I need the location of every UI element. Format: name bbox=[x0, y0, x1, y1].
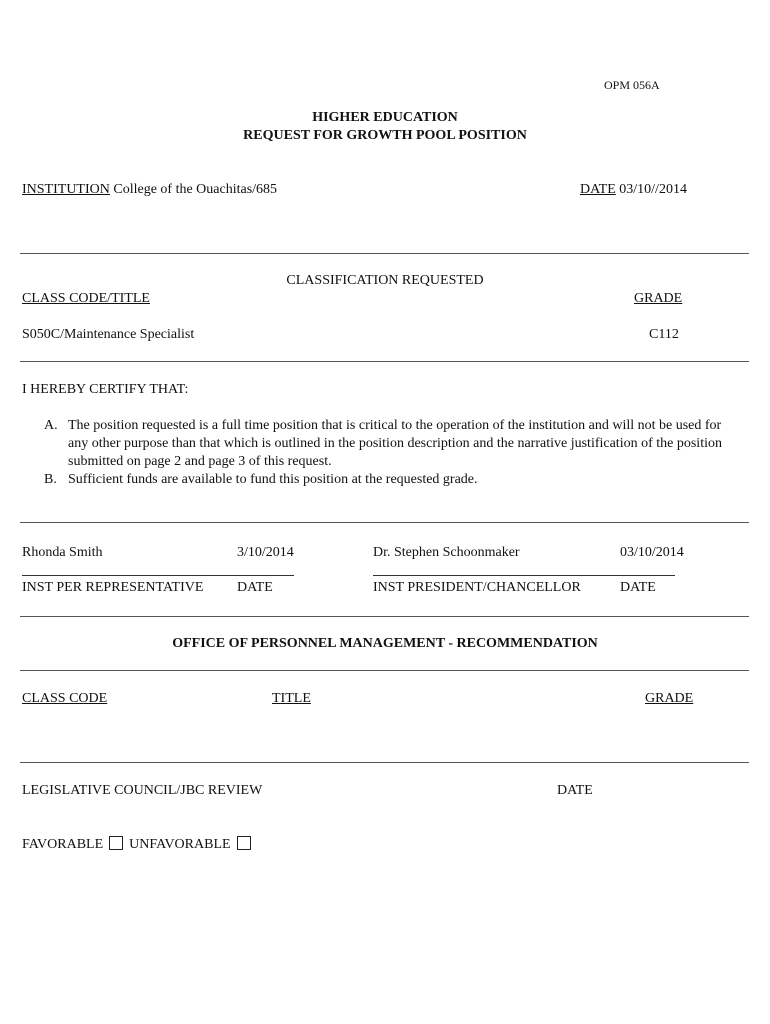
divider bbox=[20, 762, 749, 763]
certify-item-marker: A. bbox=[44, 418, 58, 433]
divider bbox=[20, 361, 749, 362]
form-id: OPM 056A bbox=[604, 78, 660, 92]
opm-title-label: TITLE bbox=[272, 691, 311, 706]
certify-item-text: Sufficient funds are available to fund this position at the requested grade. bbox=[68, 472, 478, 487]
divider bbox=[20, 253, 749, 254]
rep-name: Rhonda Smith bbox=[22, 545, 103, 560]
institution-field bbox=[22, 182, 277, 198]
date-field bbox=[580, 182, 687, 198]
classification-heading: CLASSIFICATION REQUESTED bbox=[286, 273, 484, 288]
rep-date-label: DATE bbox=[237, 580, 273, 595]
divider bbox=[20, 522, 749, 523]
form-header-line2: REQUEST FOR GROWTH POOL POSITION bbox=[243, 128, 527, 143]
form-header-line1: HIGHER EDUCATION bbox=[312, 110, 458, 125]
date-value: 03/10//2014 bbox=[619, 182, 687, 197]
president-date-label: DATE bbox=[620, 580, 656, 595]
certify-item-marker: B. bbox=[44, 472, 57, 487]
rep-date: 3/10/2014 bbox=[237, 545, 294, 560]
certify-heading: I HEREBY CERTIFY THAT: bbox=[22, 382, 189, 397]
president-label: INST PRESIDENT/CHANCELLOR bbox=[373, 580, 581, 595]
review-decision bbox=[22, 836, 257, 853]
grade-label: GRADE bbox=[634, 291, 683, 306]
favorable-checkbox[interactable] bbox=[109, 836, 123, 850]
opm-grade-label: GRADE bbox=[645, 691, 694, 706]
divider bbox=[20, 616, 749, 617]
rep-label: INST PER REPRESENTATIVE bbox=[22, 580, 204, 595]
review-label: LEGISLATIVE COUNCIL/JBC REVIEW bbox=[22, 783, 263, 798]
date-label: DATE bbox=[580, 182, 616, 197]
president-signature-line bbox=[373, 575, 675, 576]
class-code-title-label: CLASS CODE/TITLE bbox=[22, 291, 150, 306]
unfavorable-checkbox[interactable] bbox=[237, 836, 251, 850]
opm-heading: OFFICE OF PERSONNEL MANAGEMENT - RECOMMENDATION bbox=[172, 636, 598, 651]
favorable-label: FAVORABLE bbox=[22, 837, 104, 852]
institution-label: INSTITUTION bbox=[22, 182, 110, 197]
certify-item-text: The position requested is a full time position that is critical to the operation of the institution and will not be used for any other purpose than that which is outlined in the position description and the narrative justification of the position submitted on page 2 and page 3 of this request. bbox=[68, 418, 722, 469]
certify-item-b bbox=[44, 471, 744, 489]
grade-value: C112 bbox=[649, 327, 679, 342]
institution-value: College of the Ouachitas/685 bbox=[113, 182, 278, 197]
divider bbox=[20, 670, 749, 671]
rep-signature-line bbox=[22, 575, 294, 576]
president-date: 03/10/2014 bbox=[620, 545, 684, 560]
president-name: Dr. Stephen Schoonmaker bbox=[373, 545, 520, 560]
review-date-label: DATE bbox=[557, 783, 593, 798]
opm-class-code-label: CLASS CODE bbox=[22, 691, 108, 706]
certify-item-a bbox=[44, 417, 744, 471]
certify-list bbox=[44, 417, 744, 489]
class-code-title-value: S050C/Maintenance Specialist bbox=[22, 327, 195, 342]
unfavorable-label: UNFAVORABLE bbox=[129, 837, 231, 852]
